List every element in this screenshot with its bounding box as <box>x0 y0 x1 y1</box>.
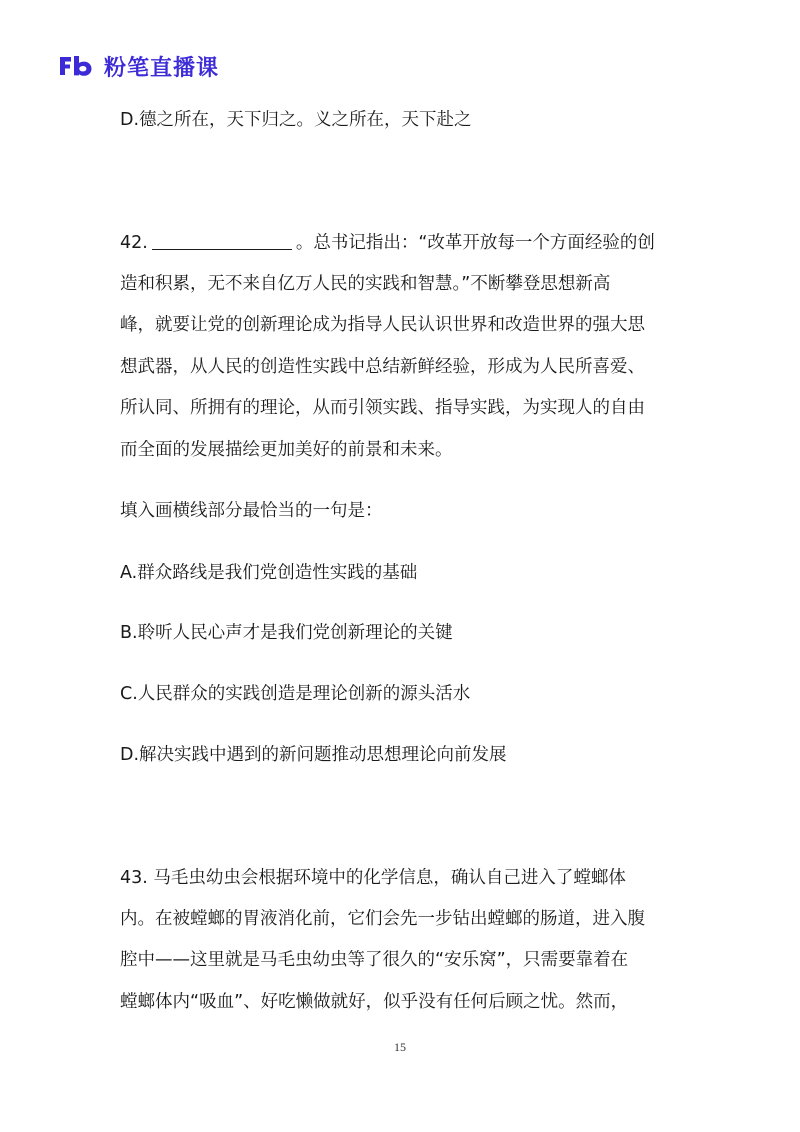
q43-line-1: 43. 马毛虫幼虫会根据环境中的化学信息，确认自己进入了螳螂体 <box>120 868 626 888</box>
header-logo <box>58 52 219 80</box>
q41-option-d: D.德之所在，天下归之。义之所在，天下赴之 <box>120 110 472 130</box>
q42-option-b: B.聆听人民心声才是我们党创新理论的关键 <box>120 623 453 643</box>
answer-blank <box>152 231 292 250</box>
q42-line-6: 而全面的发展描绘更加美好的前景和未来。 <box>120 440 453 460</box>
q42-prompt: 填入画横线部分最恰当的一句是： <box>120 501 383 521</box>
q42-option-a: A.群众路线是我们党创造性实践的基础 <box>120 563 418 583</box>
q42-line-1 <box>120 231 655 255</box>
q43-line-2: 内。在被螳螂的胃液消化前，它们会先一步钻出螳螂的肠道，进入腹 <box>120 909 645 929</box>
q42-line-3: 峰，就要让党的创新理论成为指导人民认识世界和改造世界的强大思 <box>120 315 645 335</box>
q42-line-5: 所认同、所拥有的理论，从而引领实践、指导实践，为实现人的自由 <box>120 398 645 418</box>
q42-text-1: 。总书记指出：“改革开放每一个方面经验的创 <box>295 233 655 253</box>
fb-logo-icon <box>58 54 96 78</box>
q42-option-d: D.解决实践中遇到的新问题推动思想理论向前发展 <box>120 745 507 765</box>
q42-option-c: C.人民群众的实践创造是理论创新的源头活水 <box>120 684 471 704</box>
q42-line-4: 想武器，从人民的创造性实践中总结新鲜经验，形成为人民所喜爱、 <box>120 357 645 377</box>
q43-line-3: 腔中——这里就是马毛虫幼虫等了很久的“安乐窝”，只需要靠着在 <box>120 950 629 970</box>
q42-line-2: 造和积累，无不来自亿万人民的实践和智慧。”不断攀登思想新高 <box>120 274 611 294</box>
q42-number: 42. <box>120 233 148 253</box>
page-number: 15 <box>394 1040 406 1054</box>
logo-text: 粉笔直播课 <box>104 55 220 81</box>
q43-line-4: 螳螂体内“吸血”、好吃懒做就好，似乎没有任何后顾之忧。然而， <box>120 992 629 1012</box>
